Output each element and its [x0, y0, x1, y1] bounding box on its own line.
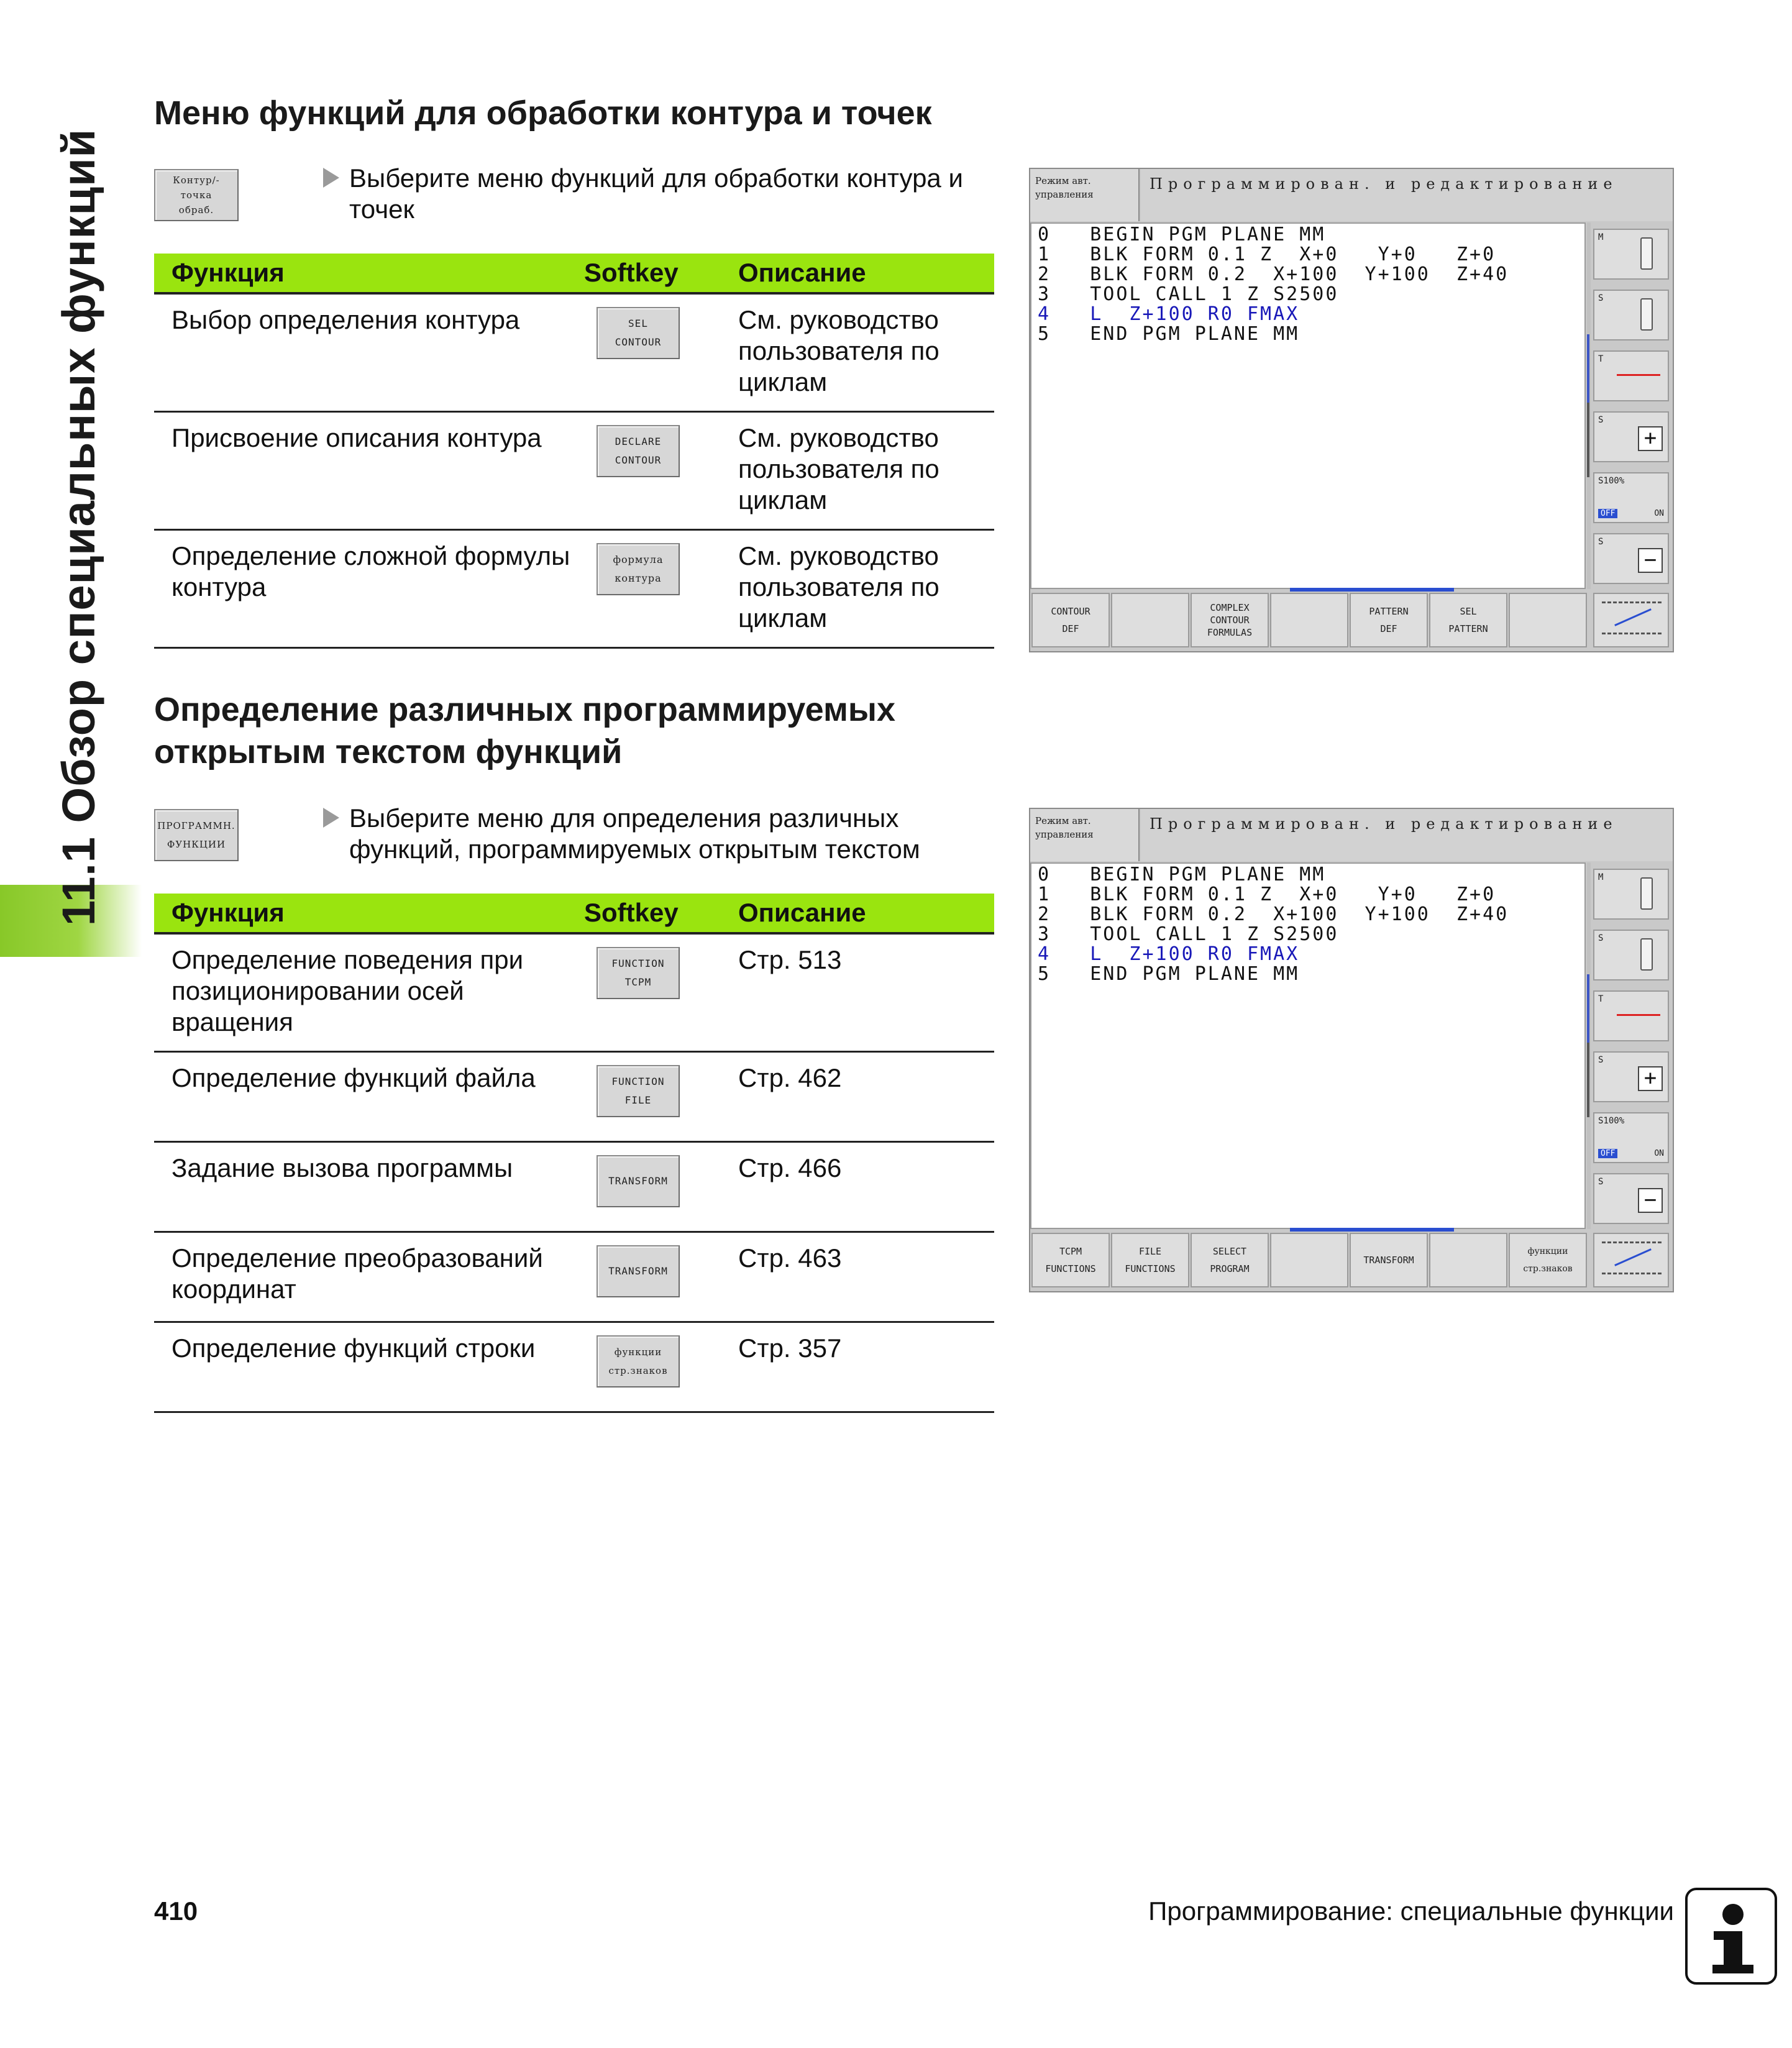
softkey-bar-switch-softkey[interactable]	[1593, 593, 1669, 647]
softkey-line-1: FUNCTION	[611, 1075, 665, 1087]
col-header-description: Описание	[738, 254, 994, 293]
softkey-line-2: TCPM	[624, 976, 652, 988]
description-cell: См. руководство пользователя по циклам	[738, 411, 994, 529]
softkey-row-indicator	[1290, 1228, 1454, 1232]
softkey-line-2: PROGRAM	[1210, 1263, 1250, 1274]
function-cell: Выбор определения контура	[154, 293, 584, 411]
softkey-line-1: функции	[614, 1346, 662, 1358]
tool-change-arrow-icon	[1617, 1014, 1660, 1016]
softkey-label: S	[1598, 537, 1604, 547]
program-line: 1 BLK FORM 0.1 Z X+0 Y+0 Z+0	[1038, 884, 1496, 905]
tool-icon	[1640, 298, 1653, 331]
complex-contour-formulas-softkey[interactable]	[1191, 593, 1269, 647]
table-row	[154, 1141, 994, 1232]
function-table-contour	[154, 254, 994, 649]
program-line: 2 BLK FORM 0.2 X+100 Y+100 Z+40	[1038, 263, 1509, 285]
transform-softkey[interactable]	[597, 1155, 680, 1207]
softkey-line-2: FILE	[624, 1094, 652, 1106]
softkey-line-2: DEF	[1380, 623, 1397, 634]
softkey-line-2: DEF	[1062, 623, 1079, 634]
mode-line-1: Режим авт.	[1035, 175, 1091, 186]
col-header-description: Описание	[738, 894, 994, 933]
softkey-line-1: CONTOUR	[1051, 606, 1090, 617]
spindle-override-softkey[interactable]	[1593, 1112, 1669, 1163]
key-line-2: точка	[180, 190, 213, 201]
softkey-row-indicator	[1290, 588, 1454, 592]
screen-title: Программирован. и редактирование	[1141, 809, 1673, 861]
function-cell: Определение поведения при позиционировании осей вращения	[154, 933, 584, 1051]
softkey-line-2: стр.знаков	[1523, 1264, 1573, 1274]
spindle-minus-softkey[interactable]	[1593, 1173, 1669, 1224]
function-tcpm-softkey[interactable]	[597, 947, 680, 999]
mode-label	[1030, 809, 1140, 861]
minus-icon: −	[1638, 1188, 1663, 1213]
description-cell: Стр. 513	[738, 933, 994, 1051]
control-screen-contour	[1029, 168, 1674, 652]
softkey-line-2: CONTOUR	[615, 336, 662, 348]
softkey-line-2: FUNCTIONS	[1045, 1263, 1096, 1274]
softkey-line-1: FILE	[1138, 1246, 1162, 1257]
heading-line-1: Определение различных программируемых	[154, 691, 896, 728]
function-cell: Определение функций строки	[154, 1322, 584, 1412]
description-cell: См. руководство пользователя по циклам	[738, 529, 994, 647]
empty-softkey[interactable]	[1509, 593, 1587, 647]
softkey-line-1: TRANSFORM	[608, 1174, 668, 1187]
declare-contour-softkey[interactable]	[597, 425, 680, 477]
switch-icon	[1614, 1248, 1652, 1266]
key-line-1: ПРОГРАММН.	[157, 820, 235, 831]
sel-pattern-softkey[interactable]	[1429, 593, 1507, 647]
off-badge: OFF	[1598, 509, 1617, 518]
description-cell: См. руководство пользователя по циклам	[738, 293, 994, 411]
contour-formula-softkey[interactable]	[597, 543, 680, 595]
tool-softkey[interactable]	[1593, 990, 1669, 1041]
softkey-line-1: PATTERN	[1369, 606, 1409, 617]
softkey-line-2: PATTERN	[1448, 623, 1488, 634]
minus-icon: −	[1638, 548, 1663, 573]
softkey-bar-switch-softkey[interactable]	[1593, 1233, 1669, 1287]
program-window	[1030, 862, 1586, 1229]
table-row	[154, 1322, 994, 1412]
softkey-line-1: SELECT	[1212, 1246, 1247, 1257]
function-file-softkey[interactable]	[597, 1065, 680, 1117]
table-row	[154, 933, 994, 1051]
softkey-line-2: FUNCTIONS	[1125, 1263, 1176, 1274]
page-number: 410	[154, 1896, 198, 1926]
softkey-line-3: FORMULAS	[1207, 627, 1253, 638]
description-cell: Стр. 462	[738, 1051, 994, 1141]
mode-line-2: управления	[1035, 189, 1094, 200]
instruction-text: Выберите меню для определения различных функций, программируемых открытым текстом	[349, 803, 920, 864]
softkey-line-1: SEL	[1460, 606, 1477, 617]
program-line: 0 BEGIN PGM PLANE MM	[1038, 864, 1326, 885]
step-arrow-icon	[323, 168, 339, 188]
softkey-line-2: CONTOUR	[1210, 615, 1250, 626]
mode-label	[1030, 169, 1140, 221]
softkey-label: M	[1598, 872, 1604, 882]
program-line-active: 4 L Z+100 R0 FMAX	[1038, 303, 1300, 325]
heading-line-2: открытым текстом функций	[154, 733, 623, 770]
on-label: ON	[1654, 509, 1664, 518]
instruction-step	[323, 163, 1007, 225]
transform-softkey[interactable]	[1350, 1233, 1428, 1287]
program-line-active: 4 L Z+100 R0 FMAX	[1038, 943, 1300, 965]
description-cell: Стр. 357	[738, 1322, 994, 1412]
function-cell: Определение преобразований координат	[154, 1232, 584, 1322]
softkey-line-2: контура	[615, 572, 662, 584]
program-line: 3 TOOL CALL 1 Z S2500	[1038, 283, 1339, 305]
softkey-line-1: DECLARE	[615, 435, 662, 447]
scrollbar[interactable]	[1587, 862, 1591, 1229]
tool-icon	[1640, 938, 1653, 971]
screen-title: Программирован. и редактирование	[1141, 169, 1673, 221]
spindle-plus-softkey[interactable]	[1593, 411, 1669, 462]
softkey-label: S	[1598, 293, 1604, 303]
description-cell: Стр. 466	[738, 1141, 994, 1232]
contour-def-softkey[interactable]	[1031, 593, 1110, 647]
col-header-softkey: Softkey	[584, 254, 738, 293]
on-label: ON	[1654, 1149, 1664, 1158]
key-line-1: Контур/-	[173, 175, 220, 186]
program-line: 2 BLK FORM 0.2 X+100 Y+100 Z+40	[1038, 903, 1509, 925]
softkey-label: S100%	[1598, 1116, 1625, 1126]
softkey-line-2: стр.знаков	[608, 1365, 668, 1376]
chapter-side-title: 11.1 Обзор специальных функций	[53, 128, 104, 926]
off-badge: OFF	[1598, 1149, 1617, 1158]
instruction-step	[323, 803, 1007, 865]
m-function-softkey[interactable]	[1593, 869, 1669, 920]
string-functions-softkey[interactable]	[597, 1335, 680, 1387]
table-row	[154, 1232, 994, 1322]
function-cell: Определение сложной формулы контура	[154, 529, 584, 647]
m-function-softkey[interactable]	[1593, 229, 1669, 280]
spindle-icon	[1640, 877, 1653, 910]
table-row	[154, 529, 994, 647]
contour-point-key	[154, 169, 239, 221]
softkey-line-1: TCPM	[1059, 1246, 1082, 1257]
col-header-function: Функция	[154, 254, 584, 293]
softkey-line-1: FUNCTION	[611, 958, 665, 969]
program-line: 5 END PGM PLANE MM	[1038, 323, 1300, 345]
softkey-label: T	[1598, 354, 1604, 364]
softkey-label: S	[1598, 415, 1604, 425]
description-cell: Стр. 463	[738, 1232, 994, 1322]
switch-icon	[1614, 608, 1652, 626]
spindle-minus-softkey[interactable]	[1593, 533, 1669, 584]
table-row	[154, 293, 994, 411]
program-line: 1 BLK FORM 0.1 Z X+0 Y+0 Z+0	[1038, 244, 1496, 265]
spindle-plus-softkey[interactable]	[1593, 1051, 1669, 1102]
function-cell: Задание вызова программы	[154, 1141, 584, 1232]
softkey-line-1: COMPLEX	[1210, 602, 1250, 613]
empty-softkey[interactable]	[1111, 593, 1189, 647]
scrollbar[interactable]	[1587, 222, 1591, 589]
softkey-line-1: TRANSFORM	[608, 1264, 668, 1277]
step-arrow-icon	[323, 808, 339, 828]
tool-softkey[interactable]	[1593, 350, 1669, 401]
plus-icon: +	[1638, 426, 1663, 451]
mode-line-1: Режим авт.	[1035, 815, 1091, 826]
plus-icon: +	[1638, 1066, 1663, 1091]
select-program-softkey[interactable]	[1191, 1233, 1269, 1287]
pattern-def-softkey[interactable]	[1350, 593, 1428, 647]
function-cell: Присвоение описания контура	[154, 411, 584, 529]
softkey-label: T	[1598, 994, 1604, 1004]
empty-softkey[interactable]	[1429, 1233, 1507, 1287]
key-line-2: ФУНКЦИИ	[167, 839, 226, 850]
spindle-softkey[interactable]	[1593, 930, 1669, 981]
spindle-override-softkey[interactable]	[1593, 472, 1669, 523]
program-line: 5 END PGM PLANE MM	[1038, 963, 1300, 985]
softkey-label: S	[1598, 933, 1604, 943]
softkey-label: S100%	[1598, 476, 1625, 486]
tcpm-functions-softkey[interactable]	[1031, 1233, 1110, 1287]
string-functions-softkey[interactable]	[1509, 1233, 1587, 1287]
softkey-line-1: формула	[613, 553, 664, 565]
softkey-label: S	[1598, 1055, 1604, 1065]
program-functions-key	[154, 809, 239, 861]
program-line: 3 TOOL CALL 1 Z S2500	[1038, 923, 1339, 945]
softkey-label: M	[1598, 232, 1604, 242]
table-row	[154, 411, 994, 529]
sel-contour-softkey[interactable]	[597, 307, 680, 359]
control-screen-plaintext	[1029, 808, 1674, 1292]
col-header-softkey: Softkey	[584, 894, 738, 933]
function-table-plaintext	[154, 894, 994, 1413]
section-heading-plaintext	[154, 688, 895, 773]
instruction-text: Выберите меню функций для обработки контура и точек	[349, 163, 963, 224]
program-window	[1030, 222, 1586, 589]
softkey-line-1: SEL	[628, 318, 648, 329]
info-icon	[1685, 1888, 1777, 1985]
softkey-line-2: CONTOUR	[615, 454, 662, 466]
program-line: 0 BEGIN PGM PLANE MM	[1038, 224, 1326, 245]
chapter-name: Программирование: специальные функции	[1148, 1896, 1674, 1926]
function-cell: Определение функций файла	[154, 1051, 584, 1141]
softkey-line-1: TRANSFORM	[1363, 1255, 1414, 1266]
spindle-icon	[1640, 237, 1653, 270]
tool-change-arrow-icon	[1617, 374, 1660, 376]
col-header-function: Функция	[154, 894, 584, 933]
spindle-softkey[interactable]	[1593, 290, 1669, 341]
softkey-label: S	[1598, 1177, 1604, 1187]
empty-softkey[interactable]	[1270, 1233, 1348, 1287]
transform-softkey[interactable]	[597, 1245, 680, 1297]
file-functions-softkey[interactable]	[1111, 1233, 1189, 1287]
key-line-3: обраб.	[178, 204, 214, 216]
empty-softkey[interactable]	[1270, 593, 1348, 647]
mode-line-2: управления	[1035, 829, 1094, 840]
section-heading-contour: Меню функций для обработки контура и точек	[154, 94, 932, 132]
softkey-line-1: функции	[1527, 1246, 1568, 1256]
table-row	[154, 1051, 994, 1141]
